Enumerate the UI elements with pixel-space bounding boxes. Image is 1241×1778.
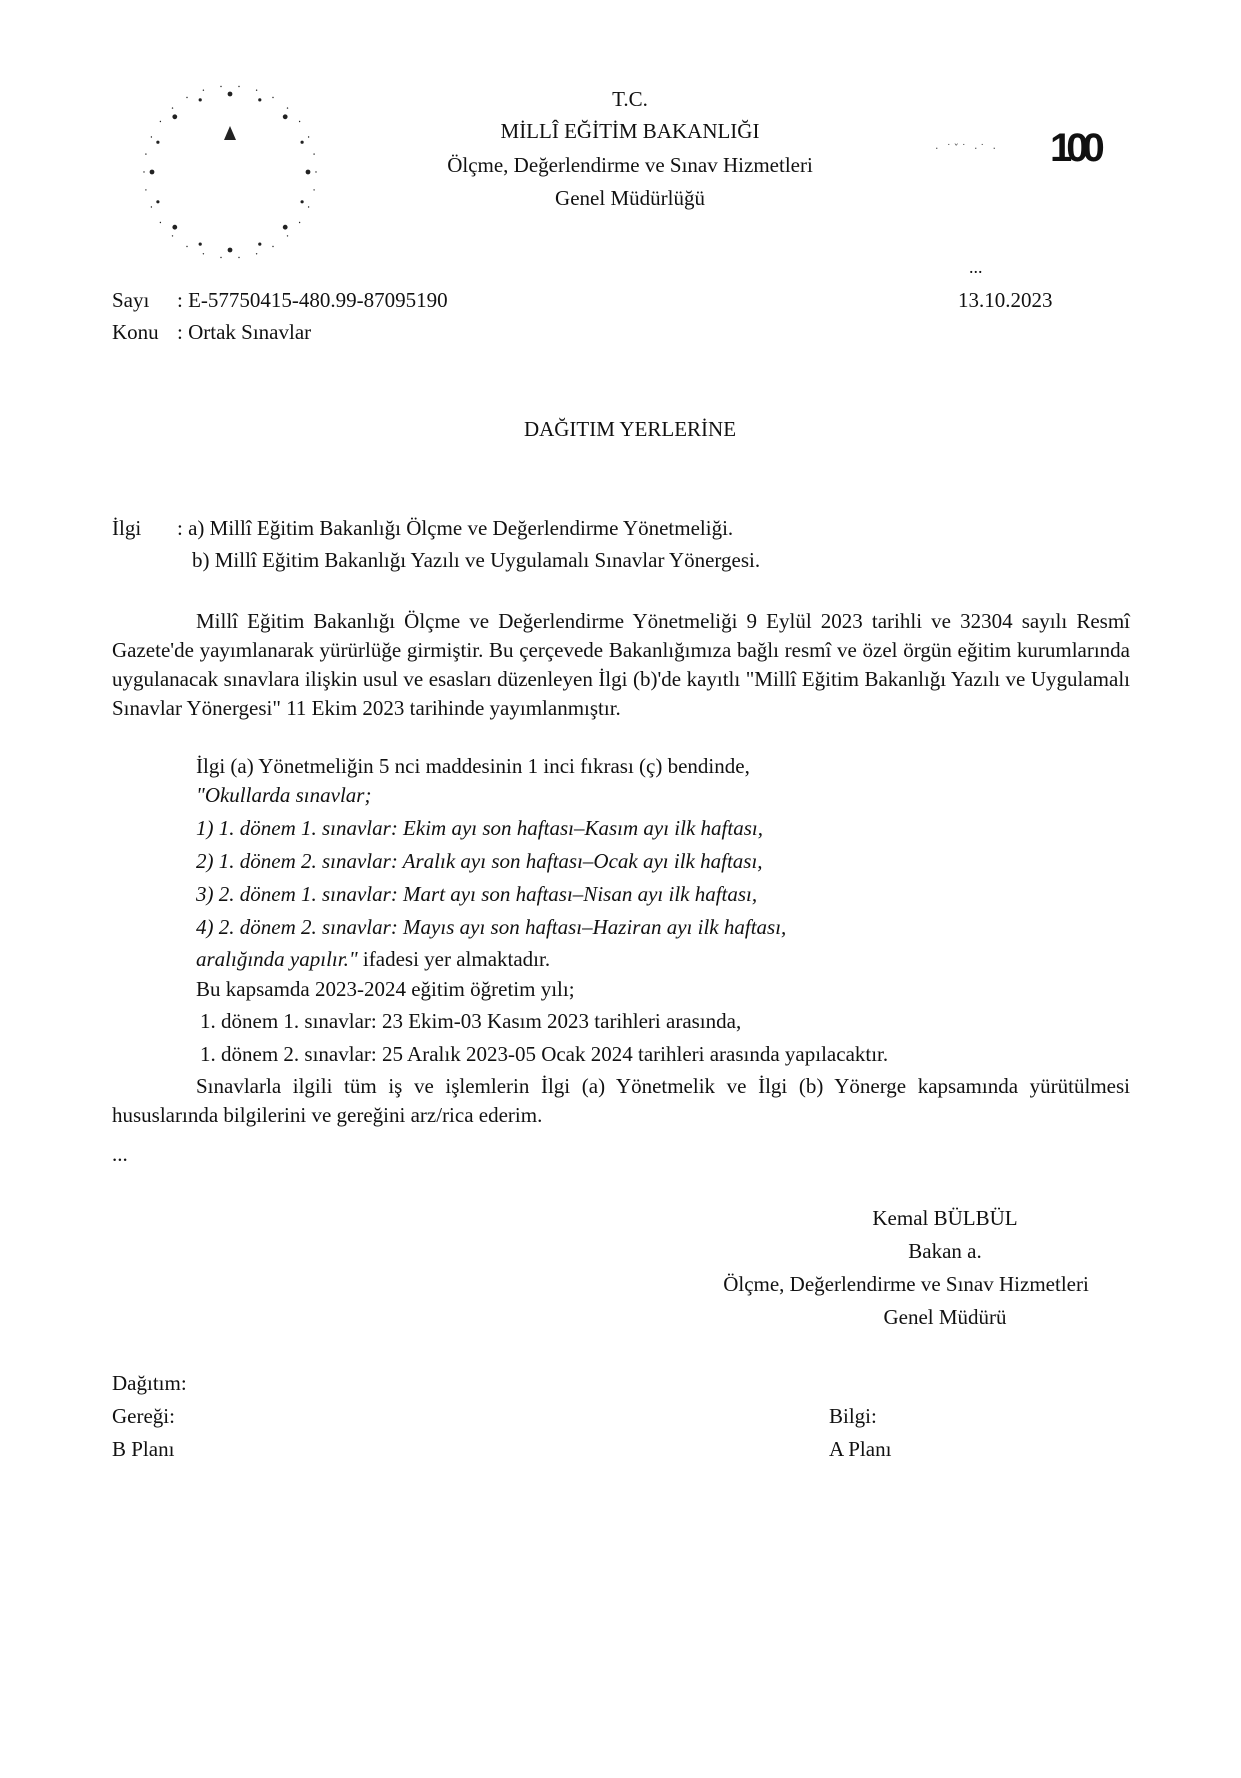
seal-dot — [220, 257, 221, 258]
body-paragraph-1: Millî Eğitim Bakanlığı Ölçme ve Değerlendirme Yönetmeliği 9 Eylül 2023 tarihli ve 32304 sayılı Resmî Gazete'de yayımlanarak yürürlüğe girmiştir. Bu çerçevede Bakanlığımıza bağlı resmî ve özel örgün eğitim kurumlarında uygulanacak sınavlara ilişkin usul ve esasları düzenleyen İlgi (b)'de kayıtlı "Millî Eğitim Bakanlığı Yazılı ve Uygulamalı Sınavlar Yönergesi" 11 Ekim 2023 tarihinde yayımlanmıştır. — [112, 609, 1130, 720]
sayi-label: Sayı — [112, 288, 150, 312]
seal-dot — [287, 235, 288, 236]
seal-dot — [256, 90, 257, 91]
centennial-logo-icon: 100 — [1050, 126, 1099, 170]
ilgi-b: b) Millî Eğitim Bakanlığı Yazılı ve Uygulamalı Sınavlar Yönergesi. — [192, 548, 761, 572]
seal-star — [199, 243, 202, 246]
sayi-value: : E-57750415-480.99-87095190 — [177, 288, 448, 312]
seal-dot — [160, 121, 161, 122]
seal-dot — [220, 86, 221, 87]
seal-dot — [313, 153, 314, 154]
seal-dot — [315, 171, 316, 172]
seal-dot — [203, 90, 204, 91]
document-date: 13.10.2023 — [958, 288, 1053, 312]
header-tc: T.C. — [612, 87, 648, 111]
logo-decoration: · ˙ˇ˙ ·˙ · — [935, 142, 998, 155]
signatory-name: Kemal BÜLBÜL — [872, 1206, 1018, 1230]
seal-star — [172, 114, 177, 119]
seal-star — [306, 170, 311, 175]
ilgi-label: İlgi — [112, 516, 142, 540]
body-paragraph-2: İlgi (a) Yönetmeliğin 5 nci maddesinin 1 inci fıkrası (ç) bendinde, — [196, 754, 750, 778]
seal-dot — [160, 222, 161, 223]
date-dots: ... — [969, 257, 983, 277]
seal-star — [228, 92, 233, 97]
seal-dot — [143, 171, 144, 172]
seal-dot — [238, 257, 239, 258]
seal-star — [156, 200, 159, 203]
gereği-label: Gereği: — [112, 1404, 175, 1428]
seal-dot — [238, 86, 239, 87]
seal-center-mark — [224, 126, 236, 140]
seal-dot — [203, 253, 204, 254]
seal-dot — [272, 97, 273, 98]
header-directorate: Genel Müdürlüğü — [555, 186, 705, 210]
addressee: DAĞITIM YERLERİNE — [523, 417, 737, 441]
exam-schedule-2: 1. dönem 2. sınavlar: 25 Aralık 2023-05 Ocak 2024 tarihleri arasında yapılacaktır. — [200, 1042, 889, 1066]
konu-label: Konu — [112, 320, 159, 344]
quote-intro: "Okullarda sınavlar; — [196, 783, 372, 807]
quote-closing — [196, 945, 550, 974]
body-paragraph-3: Bu kapsamda 2023-2024 eğitim öğretim yılı; — [196, 977, 575, 1001]
signatory-title-1: Bakan a. — [908, 1239, 982, 1263]
seal-star — [156, 141, 159, 144]
header-ministry: MİLLÎ EĞİTİM BAKANLIĞI — [500, 119, 760, 143]
seal-star — [150, 170, 155, 175]
seal-dot — [186, 246, 187, 247]
seal-dot — [172, 235, 173, 236]
quote-closing-italic: aralığında yapılır." — [196, 947, 358, 971]
quote-item-3: 3) 2. dönem 1. sınavlar: Mart ayı son haftası–Nisan ayı ilk haftası, — [196, 882, 758, 906]
quote-item-2: 2) 1. dönem 2. sınavlar: Aralık ayı son haftası–Ocak ayı ilk haftası, — [196, 849, 763, 873]
seal-star — [199, 98, 202, 101]
konu-value: : Ortak Sınavlar — [177, 320, 312, 344]
ilgi-a: : a) Millî Eğitim Bakanlığı Ölçme ve Değerlendirme Yönetmeliği. — [177, 516, 734, 540]
seal-star — [283, 114, 288, 119]
quote-closing-rest: ifadesi yer almaktadır. — [357, 947, 551, 971]
ministry-seal-icon — [140, 82, 320, 262]
seal-dot — [308, 206, 309, 207]
seal-dot — [308, 136, 309, 137]
body-ellipsis: ... — [112, 1142, 128, 1166]
seal-dot — [145, 189, 146, 190]
exam-schedule-1: 1. dönem 1. sınavlar: 23 Ekim-03 Kasım 2023 tarihleri arasında, — [200, 1009, 742, 1033]
seal-dot — [256, 253, 257, 254]
seal-star — [172, 225, 177, 230]
signatory-title-2: Ölçme, Değerlendirme ve Sınav Hizmetleri — [723, 1272, 1089, 1296]
seal-star — [283, 225, 288, 230]
seal-dot — [299, 121, 300, 122]
seal-dot — [299, 222, 300, 223]
bilgi-value: A Planı — [829, 1437, 892, 1461]
distribution-label: Dağıtım: — [112, 1371, 187, 1395]
seal-dot — [172, 107, 173, 108]
seal-star — [258, 243, 261, 246]
seal-star — [228, 248, 233, 253]
seal-dot — [151, 206, 152, 207]
seal-dot — [151, 136, 152, 137]
seal-dot — [272, 246, 273, 247]
bilgi-label: Bilgi: — [829, 1404, 877, 1428]
body-paragraph-closing: Sınavlarla ilgili tüm iş ve işlemlerin İlgi (a) Yönetmelik ve İlgi (b) Yönerge kapsamında yürütülmesi hususlarında bilgilerini ve gereğini arz/rica ederim. — [112, 1074, 1130, 1127]
signatory-title-3: Genel Müdürü — [883, 1305, 1007, 1329]
header-department: Ölçme, Değerlendirme ve Sınav Hizmetleri — [447, 153, 813, 177]
seal-dot — [287, 107, 288, 108]
quote-item-4: 4) 2. dönem 2. sınavlar: Mayıs ayı son haftası–Haziran ayı ilk haftası, — [196, 915, 787, 939]
seal-dot — [313, 189, 314, 190]
seal-star — [301, 200, 304, 203]
gereği-value: B Planı — [112, 1437, 175, 1461]
seal-star — [258, 98, 261, 101]
quote-item-1: 1) 1. dönem 1. sınavlar: Ekim ayı son haftası–Kasım ayı ilk haftası, — [196, 816, 763, 840]
seal-dot — [186, 97, 187, 98]
seal-dot — [145, 153, 146, 154]
seal-star — [301, 141, 304, 144]
